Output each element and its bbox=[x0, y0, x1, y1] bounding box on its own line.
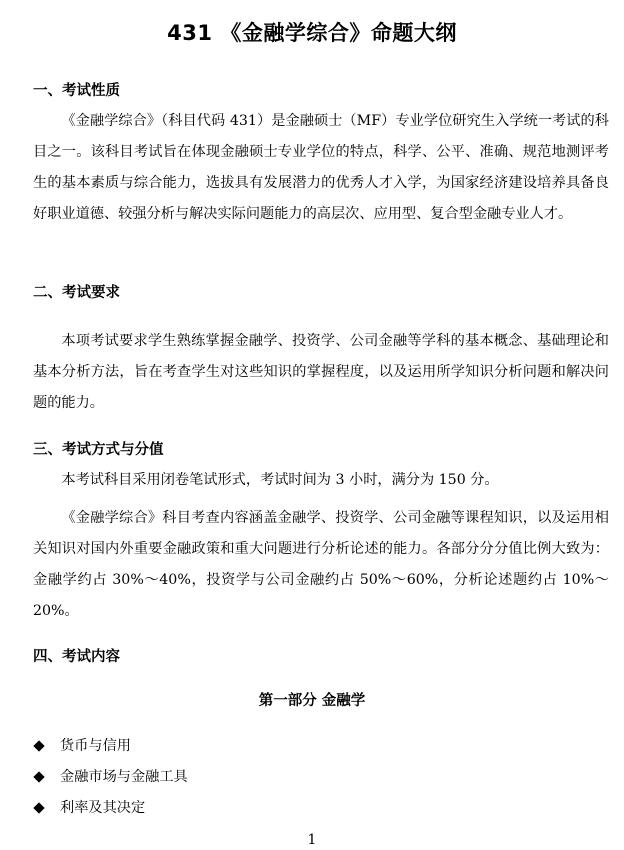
section-paragraph-nature: 《金融学综合》（科目代码 431）是金融硕士（MF）专业学位研究生入学统一考试的科目之一。该科目考试旨在体现金融硕士专业学位的特点，科学、公平、准确、规范地测评考生的基本素质与综合能力，选拔具有发展潜力的优秀人才入学，为国家经济建设培养具备良好职业道德、较强分析与解决实际问题能力的高层次、应用型、复合型金融专业人才。 bbox=[33, 113, 609, 222]
diamond-bullet-icon bbox=[33, 740, 45, 752]
list-item-label: 金融市场与金融工具 bbox=[60, 769, 188, 785]
section-heading-requirements: 二、考试要求 bbox=[33, 285, 120, 301]
list-item-label: 货币与信用 bbox=[60, 738, 131, 754]
section-heading-format: 三、考试方式与分值 bbox=[33, 442, 164, 458]
list-item-label: 利率及其决定 bbox=[60, 800, 146, 816]
document-title: 431 《金融学综合》命题大纲 bbox=[167, 21, 457, 45]
list-item bbox=[33, 797, 188, 828]
page-number: 1 bbox=[307, 832, 317, 848]
section-heading-nature: 一、考试性质 bbox=[33, 83, 120, 99]
topic-list bbox=[33, 735, 188, 828]
diamond-bullet-icon bbox=[33, 802, 45, 814]
diamond-bullet-icon bbox=[33, 771, 45, 783]
list-item bbox=[33, 735, 188, 766]
section-paragraph-format-1: 本考试科目采用闭卷笔试形式，考试时间为 3 小时，满分为 150 分。 bbox=[61, 472, 499, 488]
part-title: 第一部分 金融学 bbox=[258, 693, 366, 709]
section-paragraph-format-2: 《金融学综合》科目考查内容涵盖金融学、投资学、公司金融等课程知识，以及运用相关知识对国内外重要金融政策和重大问题进行分析论述的能力。各部分分分值比例大致为：金融学约占 30%～40%，投资学与公司金融约占 50%～60%，分析论述题约占 10%～20%。 bbox=[33, 510, 609, 619]
section-heading-content: 四、考试内容 bbox=[33, 649, 120, 665]
section-paragraph-requirements: 本项考试要求学生熟练掌握金融学、投资学、公司金融等学科的基本概念、基础理论和基本分析方法，旨在考查学生对这些知识的掌握程度，以及运用所学知识分析问题和解决问题的能力。 bbox=[33, 333, 609, 411]
list-item bbox=[33, 766, 188, 797]
